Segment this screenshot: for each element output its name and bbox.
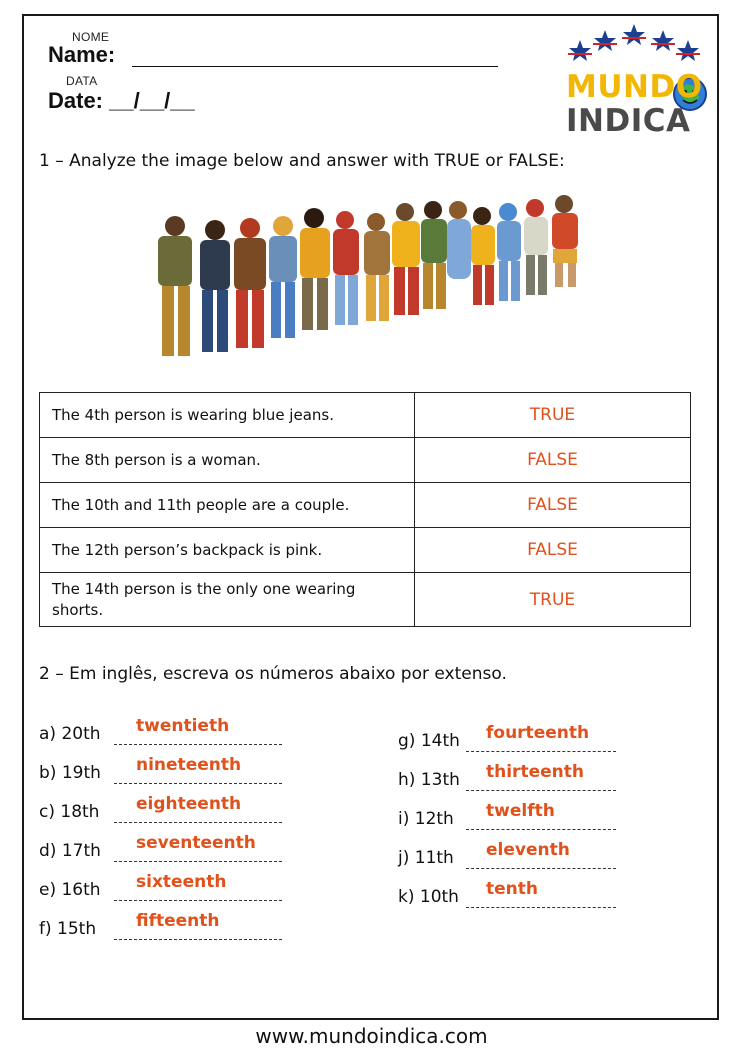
answer-word: tenth <box>486 879 538 899</box>
answer-line[interactable] <box>114 939 282 940</box>
name-label: Name: <box>48 42 116 67</box>
answer-line[interactable] <box>466 829 616 830</box>
answer-word: nineteenth <box>136 755 242 775</box>
table-row <box>40 438 691 483</box>
number-label: b) 19th <box>39 763 101 783</box>
answer-line[interactable] <box>114 861 282 862</box>
answer-word: twelfth <box>486 801 555 821</box>
number-label: k) 10th <box>398 887 459 907</box>
section2-title: 2 – Em inglês, escreva os números abaixo por extenso. <box>39 664 507 684</box>
statement-cell: The 4th person is wearing blue jeans. <box>40 393 415 438</box>
answer-word: twentieth <box>136 716 230 736</box>
answer-line[interactable] <box>114 744 282 745</box>
crowd-illustration <box>140 188 590 368</box>
answer-cell[interactable]: TRUE <box>415 573 691 627</box>
answer-cell[interactable]: FALSE <box>415 483 691 528</box>
table-row <box>40 528 691 573</box>
answer-line[interactable] <box>466 790 616 791</box>
number-label: i) 12th <box>398 809 454 829</box>
logo-word-indica: INDICA <box>566 103 691 139</box>
table-row <box>40 483 691 528</box>
statement-cell: The 8th person is a woman. <box>40 438 415 483</box>
date-small-label: DATA <box>66 74 98 88</box>
answer-word: eighteenth <box>136 794 242 814</box>
true-false-table <box>39 392 691 627</box>
answer-line[interactable] <box>466 907 616 908</box>
footer-url[interactable]: www.mundoindica.com <box>255 1024 488 1048</box>
answer-line[interactable] <box>114 822 282 823</box>
table-row <box>40 573 691 627</box>
crowd-illustration-icon <box>140 188 590 368</box>
statement-cell: The 12th person’s backpack is pink. <box>40 528 415 573</box>
answer-word: fourteenth <box>486 723 590 743</box>
number-label: f) 15th <box>39 919 97 939</box>
number-label: g) 14th <box>398 731 460 751</box>
answer-line[interactable] <box>466 868 616 869</box>
answer-cell[interactable]: FALSE <box>415 438 691 483</box>
answer-word: thirteenth <box>486 762 584 782</box>
answer-word: sixteenth <box>136 872 227 892</box>
answer-line[interactable] <box>466 751 616 752</box>
answer-line[interactable] <box>114 783 282 784</box>
table-row <box>40 393 691 438</box>
mundo-indica-logo <box>560 22 720 140</box>
number-label: e) 16th <box>39 880 101 900</box>
name-small-label: NOME <box>72 30 110 44</box>
logo-word-mundo: MUNDO <box>566 69 703 105</box>
statement-cell: The 10th and 11th people are a couple. <box>40 483 415 528</box>
number-label: d) 17th <box>39 841 101 861</box>
date-label: Date: __/__/__ <box>48 88 195 113</box>
name-field-line[interactable] <box>132 66 498 67</box>
answer-line[interactable] <box>114 900 282 901</box>
number-label: c) 18th <box>39 802 100 822</box>
number-label: h) 13th <box>398 770 460 790</box>
answer-word: seventeenth <box>136 833 256 853</box>
statement-cell: The 14th person is the only one wearing shorts. <box>40 573 415 627</box>
section1-title: 1 – Analyze the image below and answer with TRUE or FALSE: <box>39 151 565 171</box>
answer-cell[interactable]: TRUE <box>415 393 691 438</box>
number-label: j) 11th <box>398 848 454 868</box>
answer-word: fifteenth <box>136 911 220 931</box>
number-label: a) 20th <box>39 724 101 744</box>
answer-word: eleventh <box>486 840 570 860</box>
answer-cell[interactable]: FALSE <box>415 528 691 573</box>
